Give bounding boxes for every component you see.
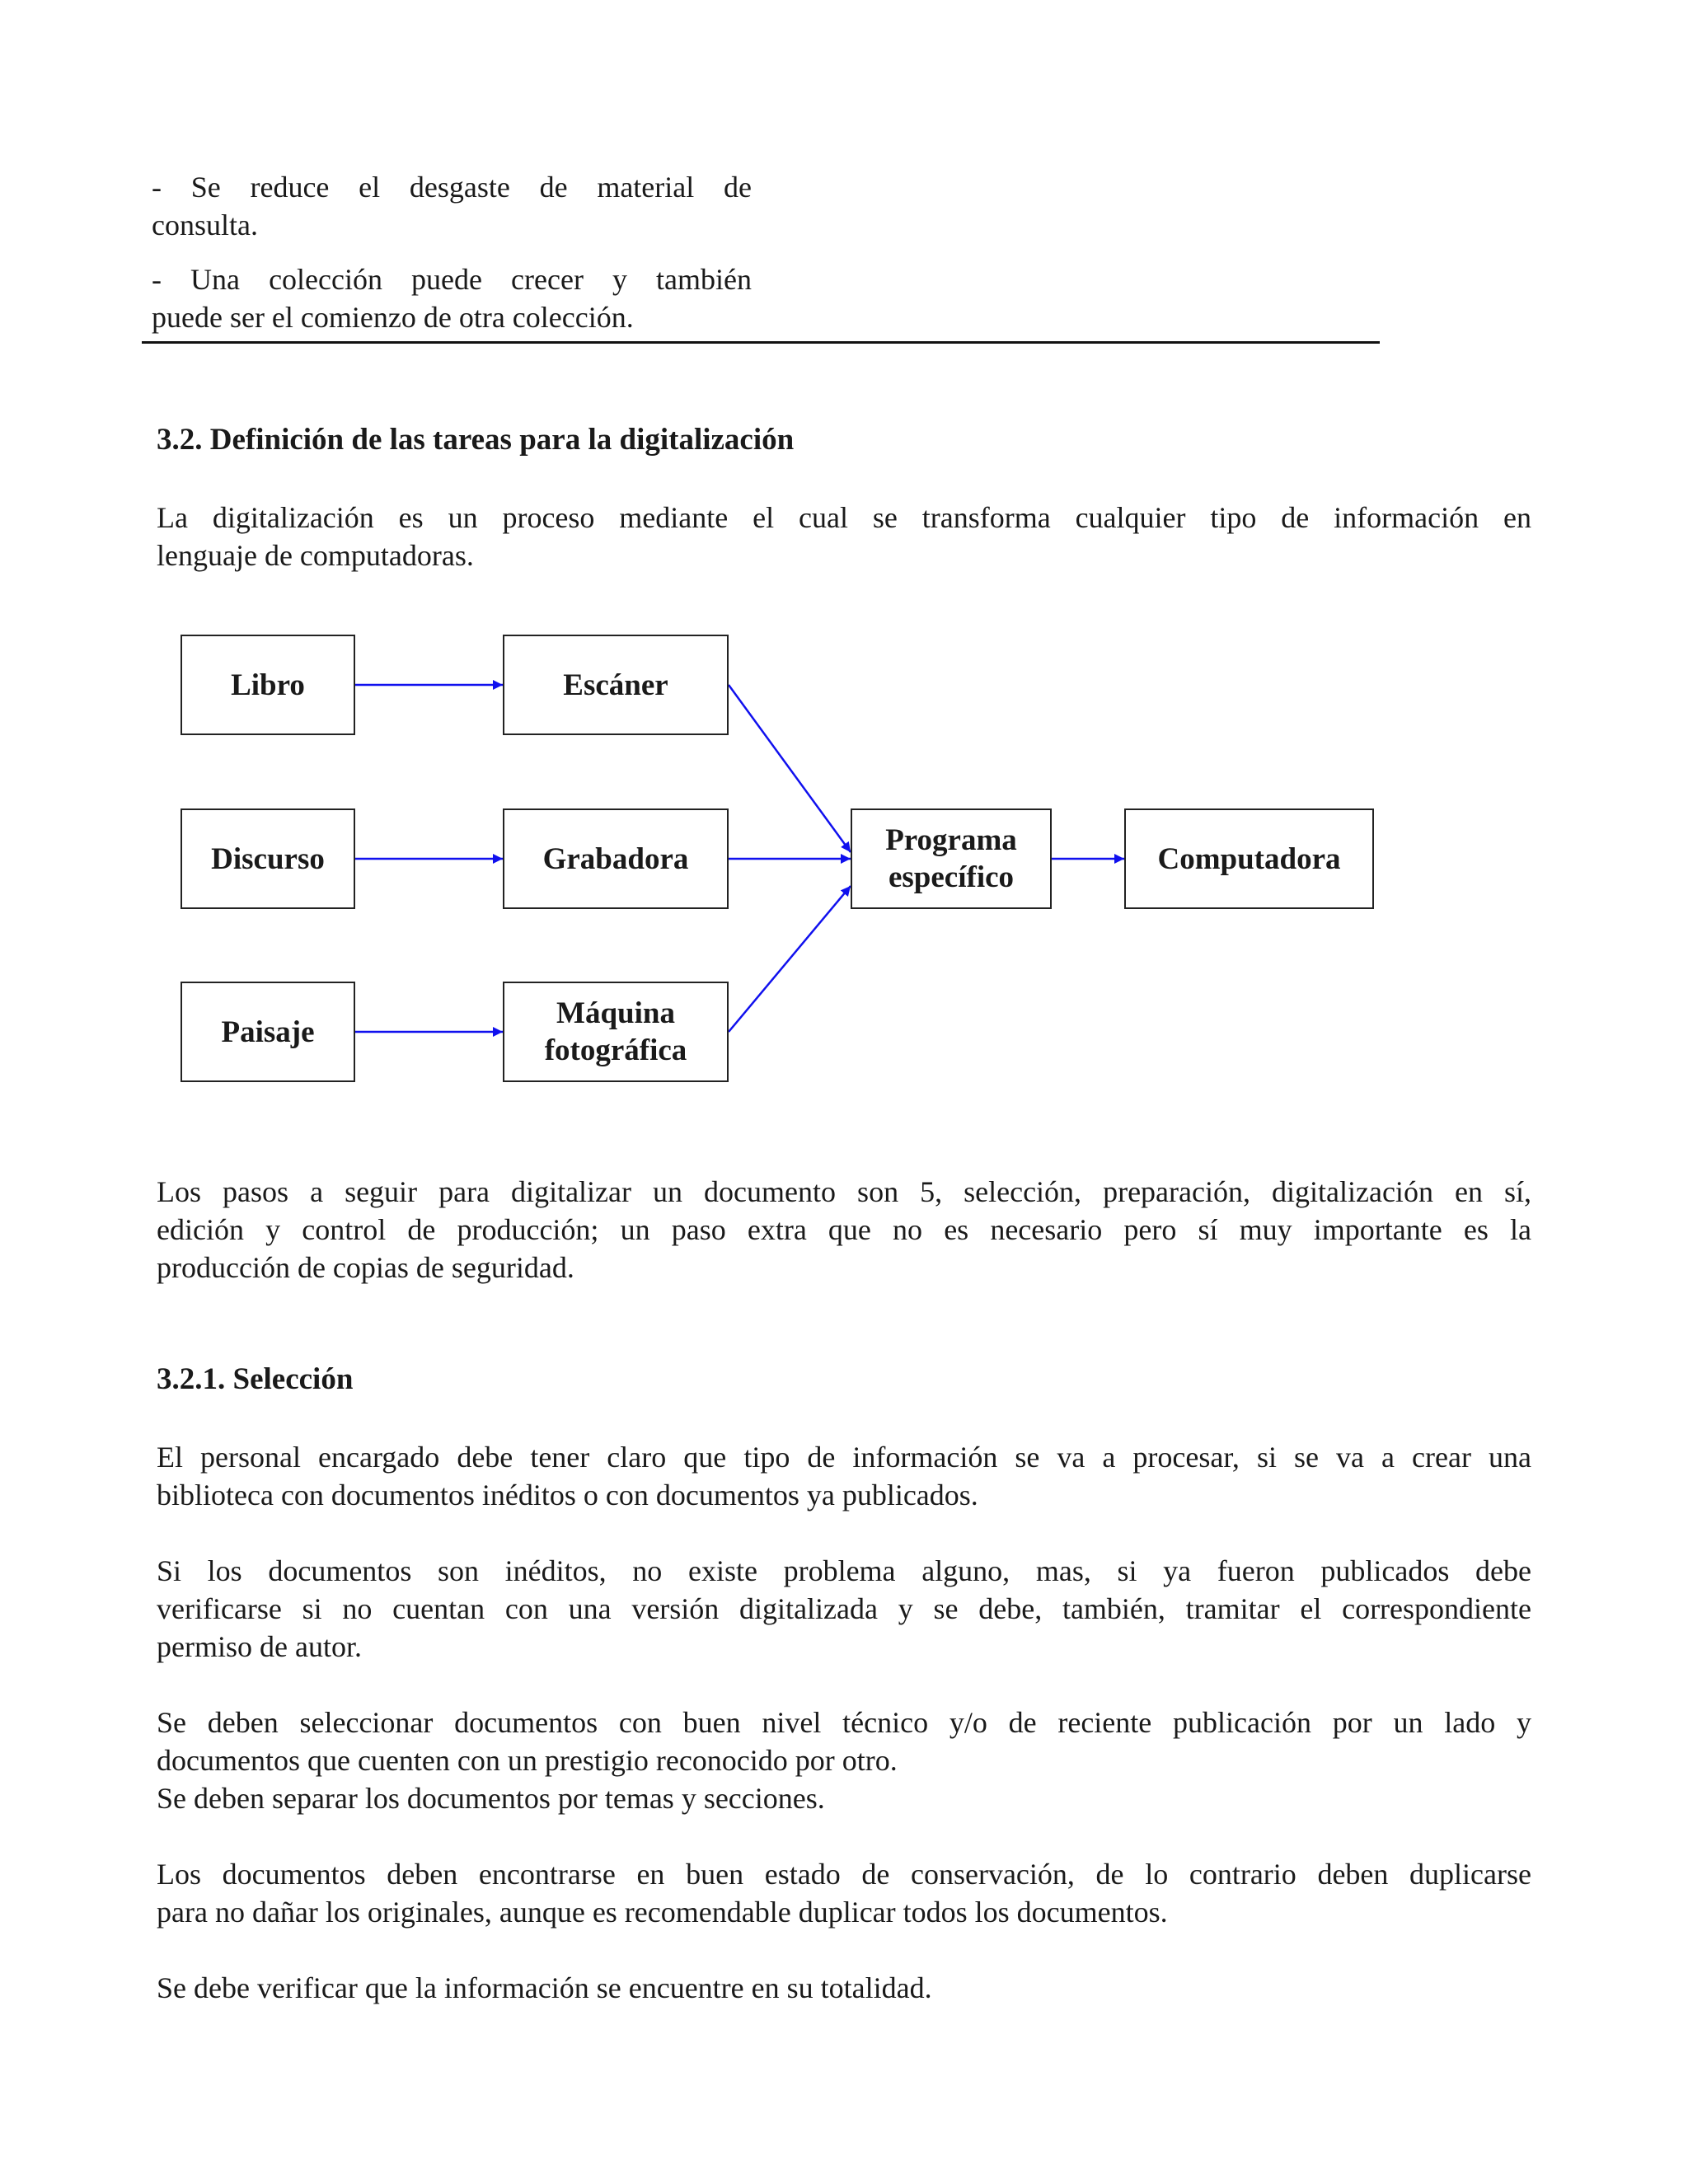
paragraph-line: Se deben seleccionar documentos con buen nivel técnico y/o de reciente publicación por un lado y bbox=[157, 1706, 1531, 1739]
list-item-line: - Se reduce el desgaste de material de bbox=[152, 171, 752, 204]
paragraph-line: Los documentos deben encontrarse en buen estado de conservación, de lo contrario deben duplicarse bbox=[157, 1858, 1531, 1891]
box-line: fotográfica bbox=[544, 1033, 687, 1067]
steps-paragraph bbox=[157, 1173, 1531, 1286]
seleccion-paragraph-1 bbox=[157, 1438, 1531, 1514]
box-line: Máquina bbox=[556, 996, 675, 1030]
paragraph-line: biblioteca con documentos inéditos o con documentos ya publicados. bbox=[157, 1479, 978, 1511]
paragraph-line: Si los documentos son inéditos, no existe problema alguno, mas, si ya fueron publicados debe bbox=[157, 1554, 1531, 1587]
paragraph-line: producción de copias de seguridad. bbox=[157, 1251, 574, 1284]
box-discurso: Discurso bbox=[181, 808, 355, 909]
seleccion-paragraph-5 bbox=[157, 1969, 1531, 2007]
paragraph-line: Los pasos a seguir para digitalizar un documento son 5, selección, preparación, digitalización en sí, bbox=[157, 1175, 1531, 1208]
paragraph-line: documentos que cuenten con un prestigio reconocido por otro. bbox=[157, 1744, 898, 1777]
paragraph-line: para no dañar los originales, aunque es recomendable duplicar todos los documentos. bbox=[157, 1896, 1168, 1929]
seleccion-paragraph-3 bbox=[157, 1704, 1531, 1817]
box-line: específico bbox=[888, 860, 1015, 894]
seleccion-paragraph-2 bbox=[157, 1552, 1531, 1666]
box-paisaje: Paisaje bbox=[181, 982, 355, 1082]
section-heading-3-2: 3.2. Definición de las tareas para la digitalización bbox=[157, 423, 795, 457]
box-computadora: Computadora bbox=[1124, 808, 1374, 909]
list-item-line: consulta. bbox=[152, 209, 258, 241]
list-item-line: - Una colección puede crecer y también bbox=[152, 263, 752, 296]
list-item-line: puede ser el comienzo de otra colección. bbox=[152, 301, 634, 334]
box-grabadora: Grabadora bbox=[503, 808, 729, 909]
paragraph-line: La digitalización es un proceso mediante el cual se transforma cualquier tipo de información en bbox=[157, 501, 1531, 534]
box-escaner: Escáner bbox=[503, 635, 729, 735]
paragraph-line: lenguaje de computadoras. bbox=[157, 539, 474, 572]
paragraph-line: permiso de autor. bbox=[157, 1630, 362, 1663]
paragraph-line: verificarse si no cuentan con una versión digitalizada y se debe, también, tramitar el correspondiente bbox=[157, 1592, 1531, 1625]
arrow-maquina-to-programa bbox=[729, 886, 851, 1032]
paragraph-line: Se debe verificar que la información se encuentre en su totalidad. bbox=[157, 1971, 932, 2004]
paragraph-line: Se deben separar los documentos por temas y secciones. bbox=[157, 1782, 825, 1815]
box-maquina-fotografica bbox=[503, 982, 729, 1082]
arrow-escaner-to-programa bbox=[729, 685, 851, 852]
paragraph-line: El personal encargado debe tener claro que tipo de información se va a procesar, si se va a crear una bbox=[157, 1441, 1531, 1474]
box-libro: Libro bbox=[181, 635, 355, 735]
box-line: Programa bbox=[885, 823, 1017, 857]
seleccion-paragraph-4 bbox=[157, 1855, 1531, 1931]
paragraph-line: edición y control de producción; un paso extra que no es necesario pero sí muy importante es la bbox=[157, 1213, 1531, 1246]
section-heading-3-2-1: 3.2.1. Selección bbox=[157, 1362, 354, 1396]
box-programa-especifico bbox=[851, 808, 1052, 909]
